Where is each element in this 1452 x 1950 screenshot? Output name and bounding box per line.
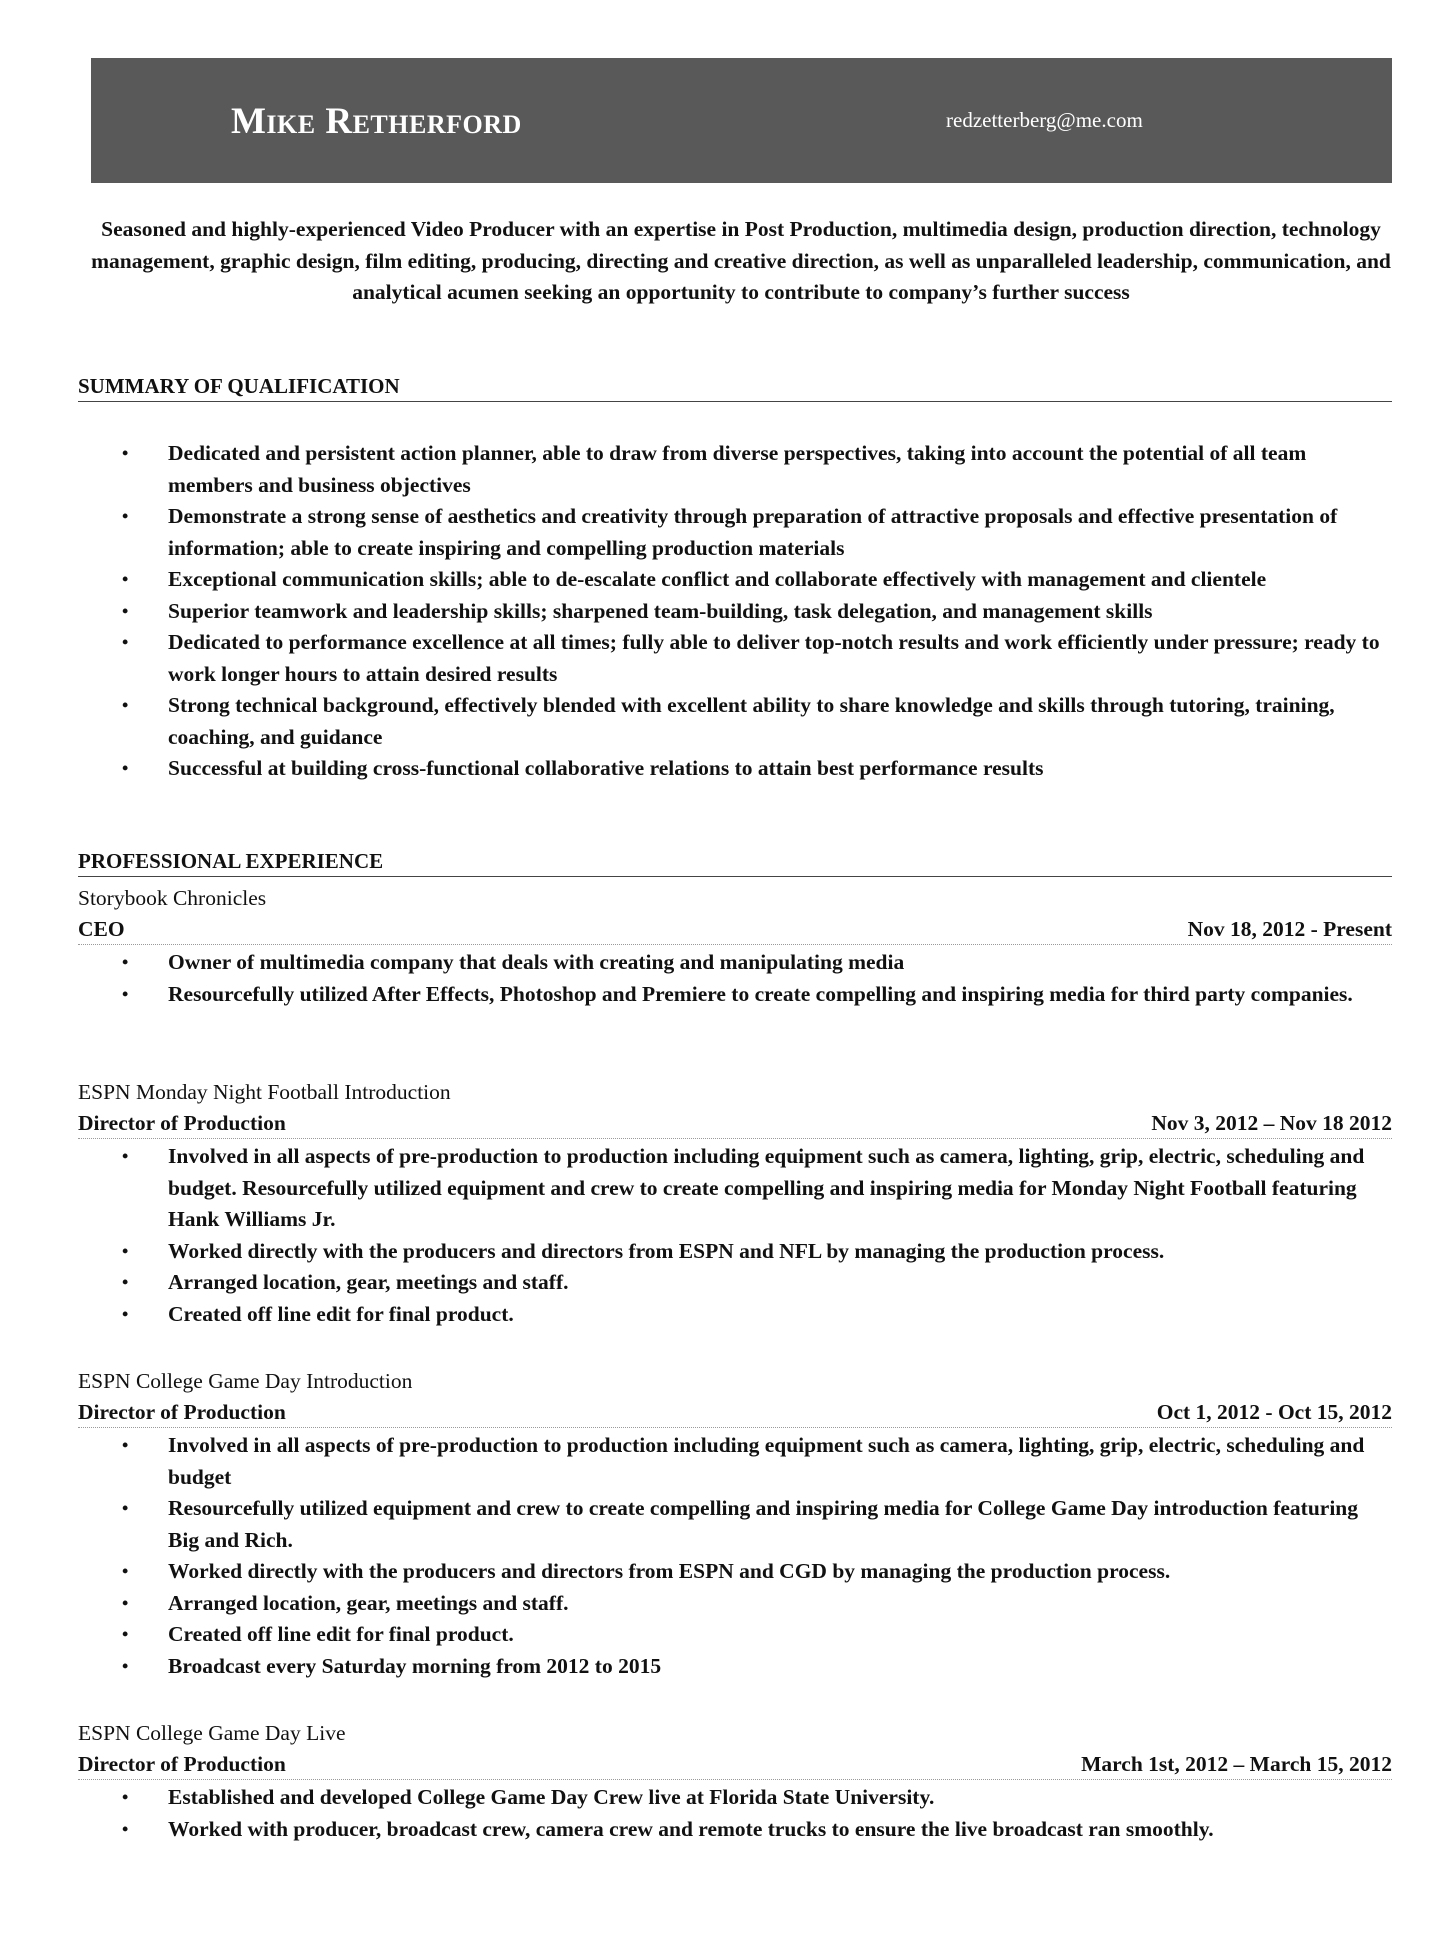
job-bullets <box>78 1141 1392 1330</box>
job-dates: Nov 3, 2012 – Nov 18 2012 <box>1151 1111 1392 1135</box>
list-item: • Involved in all aspects of pre-production to production including equipment such as camera, lighting, grip, electric, scheduling and budget <box>78 1430 1392 1493</box>
job-title: Director of Production <box>78 1752 286 1776</box>
list-item: • Dedicated and persistent action planner, able to draw from diverse perspectives, taking into account the potential of all team members and business objectives <box>78 438 1392 501</box>
bullet-icon: • <box>122 569 129 589</box>
bullet-icon: • <box>122 1624 129 1644</box>
company-name: ESPN College Game Day Introduction <box>78 1369 413 1393</box>
header-banner <box>91 58 1392 183</box>
experience-heading: PROFESSIONAL EXPERIENCE <box>78 848 1392 877</box>
list-item: • Resourcefully utilized equipment and crew to create compelling and inspiring media for College Game Day introduction featuring Big and Rich. <box>78 1493 1392 1556</box>
bullet-icon: • <box>122 600 129 621</box>
job-title: Director of Production <box>78 1111 286 1135</box>
list-item: • Established and developed College Game Day Crew live at Florida State University. <box>78 1782 1392 1814</box>
job-bullets <box>78 1430 1392 1682</box>
list-item: • Broadcast every Saturday morning from 2012 to 2015 <box>78 1651 1392 1683</box>
job-bullets <box>78 1782 1392 1845</box>
job-dates: Oct 1, 2012 - Oct 15, 2012 <box>1156 1400 1392 1424</box>
list-item: • Resourcefully utilized After Effects, Photoshop and Premiere to create compelling and inspiring media for third party companies. <box>78 979 1392 1011</box>
list-item: • Successful at building cross-functional collaborative relations to attain best performance results <box>78 753 1392 785</box>
job-entry <box>78 1077 1392 1330</box>
bullet-icon: • <box>122 983 129 1004</box>
list-item: • Worked with producer, broadcast crew, camera crew and remote trucks to ensure the live broadcast ran smoothly. <box>78 1814 1392 1846</box>
company-name: ESPN Monday Night Football Introduction <box>78 1080 451 1104</box>
job-dates: March 1st, 2012 – March 15, 2012 <box>1081 1752 1392 1776</box>
qualifications-heading: SUMMARY OF QUALIFICATION <box>78 373 1392 402</box>
bullet-icon: • <box>122 952 129 972</box>
role-row <box>78 914 1392 945</box>
bullet-icon: • <box>122 506 129 526</box>
list-item: • Arranged location, gear, meetings and staff. <box>78 1267 1392 1299</box>
role-row <box>78 1749 1392 1780</box>
bullet-icon: • <box>122 1592 129 1613</box>
role-row <box>78 1397 1392 1428</box>
email-address: redzetterberg@me.com <box>946 108 1143 132</box>
profile-summary: Seasoned and highly-experienced Video Producer with an expertise in Post Production, multimedia design, production direction, technology management, graphic design, film editing, producing, directing and creative direction, as well as unparalleled leadership, communication, and analytical acumen seeking an opportunity to contribute to company’s further success <box>91 217 1391 304</box>
bullet-icon: • <box>122 443 129 463</box>
list-item: • Worked directly with the producers and directors from ESPN and CGD by managing the production process. <box>78 1556 1392 1588</box>
company-name: Storybook Chronicles <box>78 886 267 910</box>
job-title: Director of Production <box>78 1400 286 1424</box>
job-entry <box>78 1718 1392 1845</box>
list-item: • Arranged location, gear, meetings and staff. <box>78 1588 1392 1620</box>
bullet-icon: • <box>122 695 129 715</box>
bullet-icon: • <box>122 1655 129 1676</box>
bullet-icon: • <box>122 632 129 652</box>
bullet-icon: • <box>122 1435 129 1455</box>
list-item: • Created off line edit for final product. <box>78 1299 1392 1331</box>
bullet-icon: • <box>122 1146 129 1166</box>
list-item: • Involved in all aspects of pre-production to production including equipment such as camera, lighting, grip, electric, scheduling and budget. Resourcefully utilized equipment and crew to create compelling and inspiring media for Monday Night Football featuring Hank Williams Jr. <box>78 1141 1392 1236</box>
job-dates: Nov 18, 2012 - Present <box>1187 917 1392 941</box>
candidate-name: Mike Retherford <box>231 101 522 142</box>
bullet-icon: • <box>122 1498 129 1518</box>
job-entry <box>78 883 1392 1010</box>
qualifications-list <box>78 438 1392 785</box>
list-item: • Strong technical background, effectively blended with excellent ability to share knowledge and skills through tutoring, training, coaching, and guidance <box>78 690 1392 753</box>
bullet-icon: • <box>122 758 129 778</box>
bullet-icon: • <box>122 1818 129 1839</box>
company-name: ESPN College Game Day Live <box>78 1721 346 1745</box>
list-item: • Demonstrate a strong sense of aesthetics and creativity through preparation of attractive proposals and effective presentation of information; able to create inspiring and compelling production materials <box>78 501 1392 564</box>
list-item: • Dedicated to performance excellence at all times; fully able to deliver top-notch results and work efficiently under pressure; ready to work longer hours to attain desired results <box>78 627 1392 690</box>
list-item: • Worked directly with the producers and directors from ESPN and NFL by managing the production process. <box>78 1236 1392 1268</box>
bullet-icon: • <box>122 1787 129 1807</box>
bullet-icon: • <box>122 1303 129 1324</box>
list-item: • Owner of multimedia company that deals with creating and manipulating media <box>78 947 1392 979</box>
list-item: • Exceptional communication skills; able to de-escalate conflict and collaborate effectively with management and clientele <box>78 564 1392 596</box>
job-bullets <box>78 947 1392 1010</box>
list-item: • Superior teamwork and leadership skills; sharpened team-building, task delegation, and management skills <box>78 596 1392 628</box>
bullet-icon: • <box>122 1561 129 1581</box>
job-entry <box>78 1366 1392 1682</box>
role-row <box>78 1108 1392 1139</box>
bullet-icon: • <box>122 1240 129 1261</box>
job-title: CEO <box>78 917 125 941</box>
bullet-icon: • <box>122 1272 129 1292</box>
list-item: • Created off line edit for final product. <box>78 1619 1392 1651</box>
